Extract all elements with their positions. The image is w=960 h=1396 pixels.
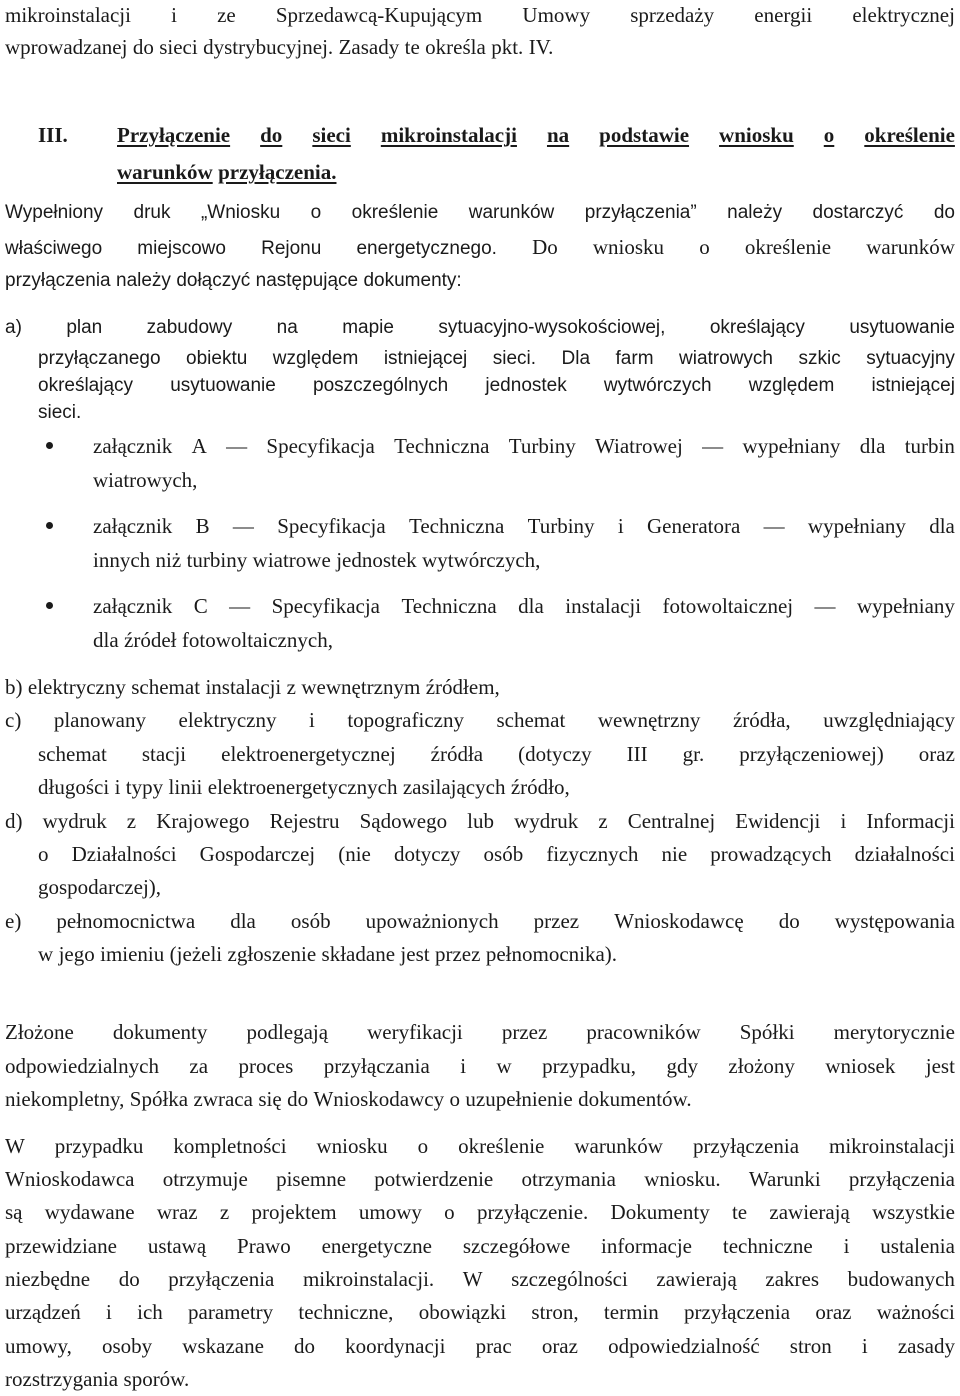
text-line: dla źródeł fotowoltaicznych, <box>93 628 333 652</box>
text-line: długości i typy linii elektroenergetycznych zasilających źródło, <box>38 775 570 799</box>
text-line: Złożone dokumenty podlegają weryfikacji przez pracowników Spółki merytorycznie <box>5 1020 955 1044</box>
text-line: przyłączenia należy dołączyć następujące dokumenty: <box>5 270 462 291</box>
text-line: Wnioskodawca otrzymuje pisemne potwierdzenie otrzymania wniosku. Warunki przyłączenia <box>5 1167 955 1191</box>
text-line: niekompletny, Spółka zwraca się do Wnioskodawcy o uzupełnienie dokumentów. <box>5 1087 692 1111</box>
text-line: rozstrzygania sporów. <box>5 1367 190 1391</box>
text-line: schemat stacji elektroenergetycznej źródła (dotyczy III gr. przyłączeniowej) oraz <box>38 742 955 766</box>
text-line: określający usytuowanie poszczególnych jednostek wytwórczych względem istniejącej <box>38 375 955 396</box>
text-line: umowy, osoby wskazane do koordynacji prac oraz odpowiedzialność stron i zasady <box>5 1334 955 1358</box>
text-line: o Działalności Gospodarczej (nie dotyczy osób fizycznych nie prowadzących działalności <box>38 842 955 866</box>
text-line: gospodarczej), <box>38 875 162 899</box>
text-line: d) wydruk z Krajowego Rejestru Sądowego lub wydruk z Centralnej Ewidencji i Informacji <box>5 809 955 833</box>
bullet-icon <box>46 522 53 529</box>
text-line: przyłączanego obiektu względem istniejącej sieci. Dla farm wiatrowych szkic sytuacyjny <box>38 348 955 369</box>
text-line: odpowiedzialnych za proces przyłączania i w przypadku, gdy złożony wniosek jest <box>5 1054 955 1078</box>
text-line: Przyłączenie do sieci mikroinstalacji na podstawie wniosku o określenie <box>117 123 955 147</box>
bullet-icon <box>46 442 53 449</box>
text-line: b) elektryczny schemat instalacji z wewnętrznym źródłem, <box>5 675 500 699</box>
text-line: c) planowany elektryczny i topograficzny schemat wewnętrzny źródła, uwzględniający <box>5 708 955 732</box>
text-line: właściwego miejscowo Rejonu energetycznego. Do wniosku o określenie warunków <box>5 235 955 259</box>
text-line: warunków przyłączenia. <box>117 160 337 184</box>
text-line: innych niż turbiny wiatrowe jednostek wytwórczych, <box>93 548 541 572</box>
text-line: III. <box>38 123 68 147</box>
text-line: a) plan zabudowy na mapie sytuacyjno-wysokościowej, określający usytuowanie <box>5 317 955 338</box>
text-line: przewidziane ustawą Prawo energetyczne szczegółowe informacje techniczne i ustalenia <box>5 1234 955 1258</box>
text-line: załącznik B ― Specyfikacja Techniczna Turbiny i Generatora ― wypełniany dla <box>93 514 955 538</box>
text-line: sieci. <box>38 402 82 423</box>
text-line: e) pełnomocnictwa dla osób upoważnionych przez Wnioskodawcę do występowania <box>5 909 955 933</box>
bullet-icon <box>46 602 53 609</box>
text-line: wiatrowych, <box>93 468 198 492</box>
text-line: wprowadzanej do sieci dystrybucyjnej. Zasady te określa pkt. IV. <box>5 35 554 59</box>
text-line: są wydawane wraz z projektem umowy o przyłączenie. Dokumenty te zawierają wszystkie <box>5 1200 955 1224</box>
text-line: niezbędne do przyłączenia mikroinstalacji. W szczególności zawierają zakres budowanych <box>5 1267 955 1291</box>
text-line: W przypadku kompletności wniosku o określenie warunków przyłączenia mikroinstalacji <box>5 1134 955 1158</box>
text-line: urządzeń i ich parametry techniczne, obowiązki stron, termin przyłączenia oraz ważności <box>5 1300 955 1324</box>
text-line: Wypełniony druk „Wniosku o określenie warunków przyłączenia” należy dostarczyć do <box>5 202 955 223</box>
text-line: mikroinstalacji i ze Sprzedawcą-Kupującym Umowy sprzedaży energii elektrycznej <box>5 3 955 27</box>
text-line: w jego imieniu (jeżeli zgłoszenie składane jest przez pełnomocnika). <box>38 942 618 966</box>
text-line: załącznik C ― Specyfikacja Techniczna dla instalacji fotowoltaicznej ― wypełniany <box>93 594 955 618</box>
text-line: załącznik A ― Specyfikacja Techniczna Turbiny Wiatrowej ― wypełniany dla turbin <box>93 434 955 458</box>
